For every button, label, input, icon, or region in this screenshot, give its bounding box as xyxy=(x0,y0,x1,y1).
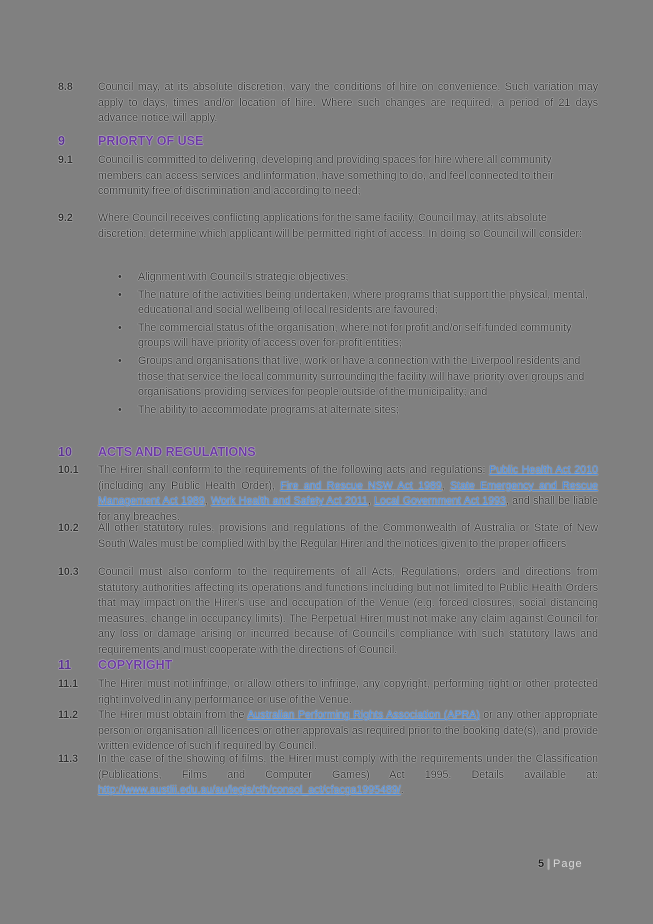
list-item xyxy=(116,354,596,401)
clause-text xyxy=(98,708,598,755)
clause-number: 10.2 xyxy=(58,522,79,534)
clause-text: Council must also conform to the requirements of all Acts, Regulations, orders and directions from statutory authorities affecting its operations and functions including but not limited to Public Health Orders that may impact on the Hirer's use and occupation of the Venue (e.g. forced closures, social distancing measures, change in occupancy limits). The Perpetual Hirer must not make any claim against Council for any loss or damage arising or incurred because of Council's compliance with such statutory laws and requirements and must cooperate with the directions of Council. xyxy=(98,566,598,656)
clause-text-fragment: , xyxy=(204,495,211,508)
section-heading-10 xyxy=(58,444,256,460)
clause-text-fragment: The Hirer must obtain from the xyxy=(98,709,248,721)
clause-10-1 xyxy=(58,463,598,525)
clause-text-fragment: , xyxy=(441,479,451,492)
page-footer xyxy=(538,857,583,873)
list-item xyxy=(116,403,596,419)
section-title: ACTS AND REGULATIONS xyxy=(98,445,256,459)
clause-8-8 xyxy=(58,80,598,127)
list-item-text: The commercial status of the organisation, where not for profit and/or self-funded community groups will have priority of access over for-profit entities; xyxy=(138,321,572,350)
clause-intro: The Hirer shall conform to the requirements of the following acts and regulations: xyxy=(98,464,490,476)
clause-11-3 xyxy=(58,752,598,799)
clause-number: 9.2 xyxy=(58,212,73,224)
section-number: 10 xyxy=(58,445,72,459)
priority-criteria-list xyxy=(116,270,596,420)
clause-number: 10.1 xyxy=(58,464,79,476)
clause-text: Where Council receives conflicting applications for the same facility, Council may, at its absolute discretion, determine which applicant will be permitted right of access. In doing so Council will consider: xyxy=(98,212,583,240)
section-heading-9 xyxy=(58,133,203,149)
clause-text: All other statutory rules, provisions and regulations of the Commonwealth of Australia or State of New South Wales must be complied with by the Regular Hirer and the notices given to the proper officers xyxy=(98,522,598,550)
clause-number: 8.8 xyxy=(58,81,73,93)
clause-10-3 xyxy=(58,565,598,659)
whs-act-link[interactable]: Work Health and Safety Act 2011 xyxy=(210,495,368,508)
list-item xyxy=(116,288,596,319)
list-item-text: The nature of the activities being undertaken, where programs that support the physical, mental, educational and social wellbeing of local residents are favoured; xyxy=(138,288,588,317)
list-item xyxy=(116,270,596,286)
page-label: Page xyxy=(552,858,583,870)
bullet-icon: • xyxy=(118,403,122,416)
clause-text-fragment: (including any Public Health Order), xyxy=(98,479,281,492)
clause-text xyxy=(98,463,598,525)
section-title: COPYRIGHT xyxy=(98,658,173,672)
clause-number: 10.3 xyxy=(58,566,79,578)
clause-10-2 xyxy=(58,521,598,552)
clause-text-fragment: In the case of the showing of films, the Hirer must comply with the requirements under the Classification (Publications, Films and Computer Games) Act 1995. Details available at: xyxy=(98,753,598,781)
bullet-icon: • xyxy=(118,321,122,334)
state-emergency-act-link[interactable]: State Emergency and Rescue Management Act 1989 xyxy=(98,479,599,508)
clause-text: The Hirer must not infringe, or allow others to infringe, any copyright, performing right or other protected right involved in any performance or use of the Venue. xyxy=(98,678,598,706)
clause-text-fragment: , xyxy=(367,495,375,508)
clause-outro: , and shall be liable for any breaches. xyxy=(98,495,599,523)
clause-9-2 xyxy=(58,211,598,242)
fire-rescue-act-link[interactable]: Fire and Rescue NSW Act 1989 xyxy=(280,479,442,492)
austlii-classification-act-link[interactable]: http://www.austlii.edu.au/au/legis/cth/consol_act/cfacga1995489/ xyxy=(98,784,401,797)
clause-number: 11.2 xyxy=(58,709,79,721)
list-item xyxy=(116,321,596,352)
clause-number: 11.1 xyxy=(58,678,79,690)
section-number: 11 xyxy=(58,658,72,672)
bullet-icon: • xyxy=(118,288,122,301)
clause-text-fragment: or any other appropriate person or organisation all licences or other approvals as required prior to the booking date(s), and provide written evidence of such if required by Council. xyxy=(98,709,599,753)
public-health-act-link[interactable]: Public Health Act 2010 xyxy=(489,464,598,476)
page-number: 5 xyxy=(538,858,545,870)
clause-text xyxy=(98,752,598,799)
clause-11-1 xyxy=(58,677,598,708)
clause-text: Council is committed to delivering, developing and providing spaces for hire where all community members can access services and information, have something to do, and feel connected to their community free of discrimination and according to need; xyxy=(98,154,554,198)
list-item-text: Groups and organisations that live, work or have a connection with the Liverpool residents and those that service the local community surrounding the facility will have priority over groups and organisations providing services for people outside of the municipality; and xyxy=(138,354,585,399)
section-title: PRIORTY OF USE xyxy=(98,134,204,148)
bullet-icon: • xyxy=(118,354,122,367)
clause-9-1 xyxy=(58,153,598,200)
clause-11-2 xyxy=(58,708,598,755)
apra-link[interactable]: Australian Performing Rights Association (APRA) xyxy=(247,709,480,721)
list-item-text: The ability to accommodate programs at alternate sites; xyxy=(138,403,399,416)
list-item-text: Alignment with Council's strategic objectives; xyxy=(138,271,349,283)
section-heading-11 xyxy=(58,657,172,673)
clause-text: Council may, at its absolute discretion, vary the conditions of hire on convenience. Such variation may apply to days, times and/or location of hire. Where such changes are required, a period of 21 days advance notice will apply. xyxy=(98,81,598,125)
footer-separator: | xyxy=(547,858,550,870)
local-government-act-link[interactable]: Local Government Act 1993 xyxy=(374,495,506,508)
section-number: 9 xyxy=(58,134,65,148)
clause-number: 9.1 xyxy=(58,154,73,166)
clause-outro: . xyxy=(400,784,404,797)
clause-number: 11.3 xyxy=(58,753,79,765)
bullet-icon: • xyxy=(118,271,122,283)
